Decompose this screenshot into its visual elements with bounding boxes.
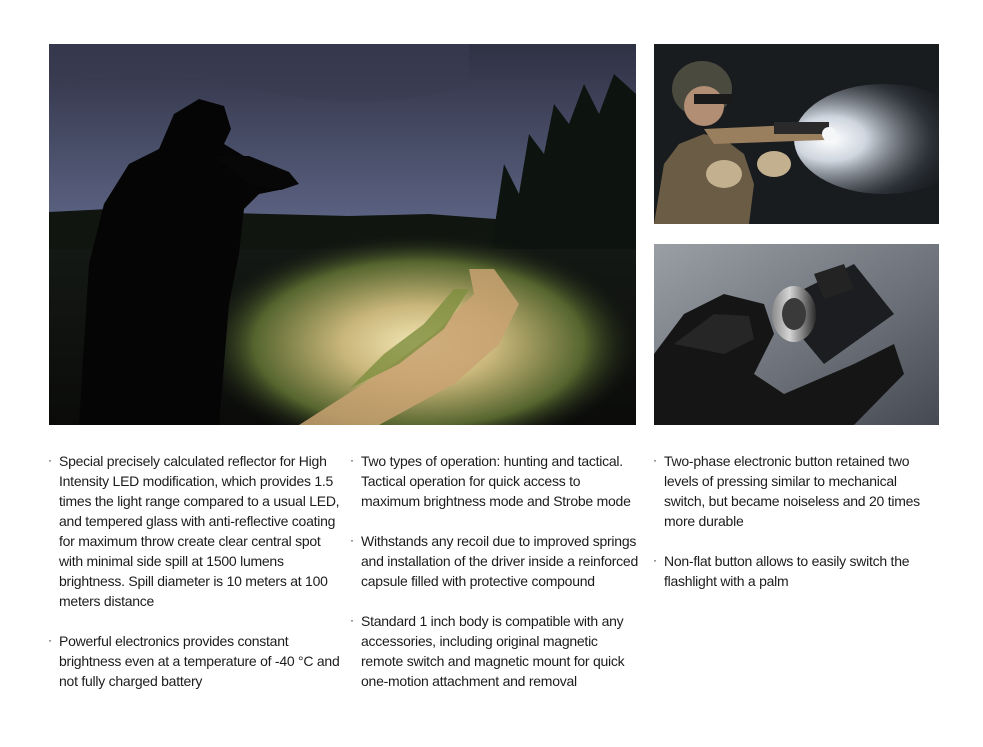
feature-text: Standard 1 inch body is compatible with any accessories, including original magnetic remote switch and magnetic mount for quick one-motion attachment and removal	[361, 613, 625, 689]
feature-bullet	[350, 451, 642, 511]
bullet-dot: ·	[350, 613, 354, 627]
bullet-dot: ·	[653, 453, 657, 467]
feature-text: Special precisely calculated reflector for High Intensity LED modification, which provides 1.5 times the light range compared to a usual LED, and tempered glass with anti-reflective coating for maximum throw create clear central spot with minimal side spill at 1500 lumens brightness. Spill diameter is 10 meters at 100 meters distance	[59, 453, 340, 609]
feature-text: Non-flat button allows to easily switch the flashlight with a palm	[664, 553, 910, 589]
bottom-right-photo	[654, 244, 939, 425]
feature-text: Two types of operation: hunting and tactical. Tactical operation for quick access to maximum brightness mode and Strobe mode	[361, 453, 631, 509]
feature-text: Two-phase electronic button retained two levels of pressing similar to mechanical switch, but became noiseless and 20 times more durable	[664, 453, 920, 529]
feature-column-2	[350, 451, 642, 711]
bullet-dot: ·	[48, 633, 52, 647]
bullet-dot: ·	[653, 553, 657, 567]
feature-column-3	[653, 451, 938, 611]
bullet-dot: ·	[350, 453, 354, 467]
feature-text: Powerful electronics provides constant brightness even at a temperature of -40 °C and not fully charged battery	[59, 633, 340, 689]
feature-bullet	[350, 531, 642, 591]
main-photo	[49, 44, 636, 425]
feature-bullet	[653, 451, 938, 531]
bullet-dot: ·	[48, 453, 52, 467]
feature-bullet	[48, 451, 340, 611]
feature-bullet	[653, 551, 938, 591]
feature-bullet	[350, 611, 642, 691]
bullet-dot: ·	[350, 533, 354, 547]
top-right-photo	[654, 44, 939, 224]
feature-bullet	[48, 631, 340, 691]
feature-column-1	[48, 451, 340, 711]
feature-text: Withstands any recoil due to improved springs and installation of the driver inside a reinforced capsule filled with protective compound	[361, 533, 639, 589]
